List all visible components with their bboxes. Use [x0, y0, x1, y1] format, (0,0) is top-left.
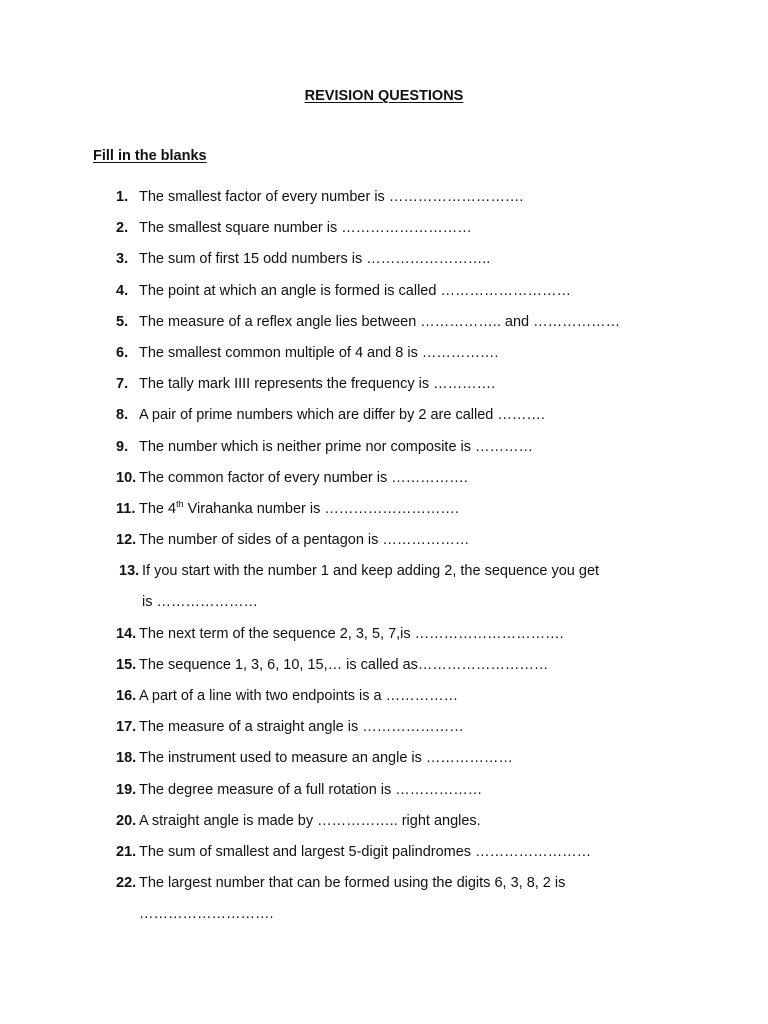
question-text: A pair of prime numbers which are differ by 2 are called ………. — [139, 407, 545, 424]
question-item — [0, 468, 768, 499]
question-text: A part of a line with two endpoints is a …………… — [139, 688, 459, 704]
question-text — [139, 499, 459, 519]
question-item — [0, 499, 768, 530]
question-number: 2. — [116, 220, 129, 237]
question-continuation — [0, 592, 768, 623]
question-item — [0, 748, 768, 779]
question-item — [0, 717, 768, 748]
question-number: 13. — [119, 563, 140, 580]
question-number: 3. — [116, 251, 129, 268]
question-text: The common factor of every number is ……………. — [139, 469, 468, 486]
question-text-after: Virahanka number is ………………………. — [183, 500, 459, 517]
question-item — [0, 405, 768, 436]
question-item — [0, 842, 768, 873]
question-text: The sequence 1, 3, 6, 10, 15,… is called as……………………… — [139, 656, 549, 673]
question-number: 20. — [116, 812, 137, 829]
question-text: The smallest square number is ……………………… — [139, 220, 472, 237]
question-item — [0, 655, 768, 686]
question-item — [0, 780, 768, 811]
question-number: 7. — [116, 376, 129, 393]
question-item — [0, 530, 768, 561]
question-text: The number of sides of a pentagon is ……………… — [139, 532, 470, 549]
question-text: The next term of the sequence 2, 3, 5, 7,is …………………………. — [139, 625, 564, 642]
question-number: 16. — [116, 688, 137, 704]
question-text: If you start with the number 1 and keep adding 2, the sequence you get — [142, 563, 600, 580]
question-item — [0, 312, 768, 343]
question-continuation — [0, 904, 768, 935]
question-text: The degree measure of a full rotation is ……………… — [139, 781, 483, 798]
question-item — [0, 811, 768, 842]
question-text-continuation: ………………………. — [139, 906, 274, 923]
question-number: 4. — [116, 282, 129, 299]
question-text: The number which is neither prime nor composite is ………… — [139, 438, 534, 455]
question-number: 10. — [116, 469, 137, 486]
question-item — [0, 873, 768, 904]
question-item — [0, 187, 768, 218]
question-number: 9. — [116, 438, 129, 455]
question-item — [0, 686, 768, 717]
question-number: 17. — [116, 719, 137, 736]
question-item — [0, 281, 768, 312]
question-text: The sum of smallest and largest 5-digit palindromes …………………… — [139, 843, 592, 860]
question-text: The tally mark IIII represents the frequency is …………. — [139, 376, 496, 393]
question-number: 21. — [116, 843, 137, 860]
question-text: The measure of a reflex angle lies between …………….. and ……………… — [139, 313, 621, 330]
question-text: The point at which an angle is formed is called ……………………… — [139, 282, 571, 299]
question-number: 15. — [116, 656, 137, 673]
question-number: 5. — [116, 313, 129, 330]
question-text-continuation: is ………………… — [142, 594, 258, 611]
question-list — [0, 187, 768, 936]
page-title: REVISION QUESTIONS — [304, 88, 464, 104]
question-number: 8. — [116, 407, 129, 424]
question-item — [0, 437, 768, 468]
question-item — [0, 561, 768, 592]
question-text: The measure of a straight angle is ………………… — [139, 719, 464, 736]
question-number: 22. — [116, 875, 137, 892]
question-text-before: The 4 — [139, 500, 177, 517]
question-text: The smallest factor of every number is ………………………. — [139, 189, 524, 205]
question-text: The smallest common multiple of 4 and 8 is ……………. — [139, 344, 499, 361]
question-number: 12. — [116, 532, 137, 549]
question-item — [0, 249, 768, 280]
question-number: 14. — [116, 625, 137, 642]
question-item — [0, 218, 768, 249]
question-number: 6. — [116, 344, 129, 361]
question-text: The largest number that can be formed using the digits 6, 3, 8, 2 is — [139, 875, 566, 892]
question-number: 11. — [116, 500, 136, 517]
question-item — [0, 343, 768, 374]
section-heading: Fill in the blanks — [93, 148, 207, 164]
question-number: 1. — [116, 189, 129, 205]
question-item — [0, 624, 768, 655]
question-text: A straight angle is made by …………….. right angles. — [139, 812, 481, 829]
question-text: The instrument used to measure an angle is ……………… — [139, 750, 513, 767]
ordinal-superscript: th — [176, 498, 184, 509]
question-number: 18. — [116, 750, 137, 767]
question-number: 19. — [116, 781, 137, 798]
question-item — [0, 374, 768, 405]
question-text: The sum of first 15 odd numbers is …………………….. — [139, 251, 491, 268]
